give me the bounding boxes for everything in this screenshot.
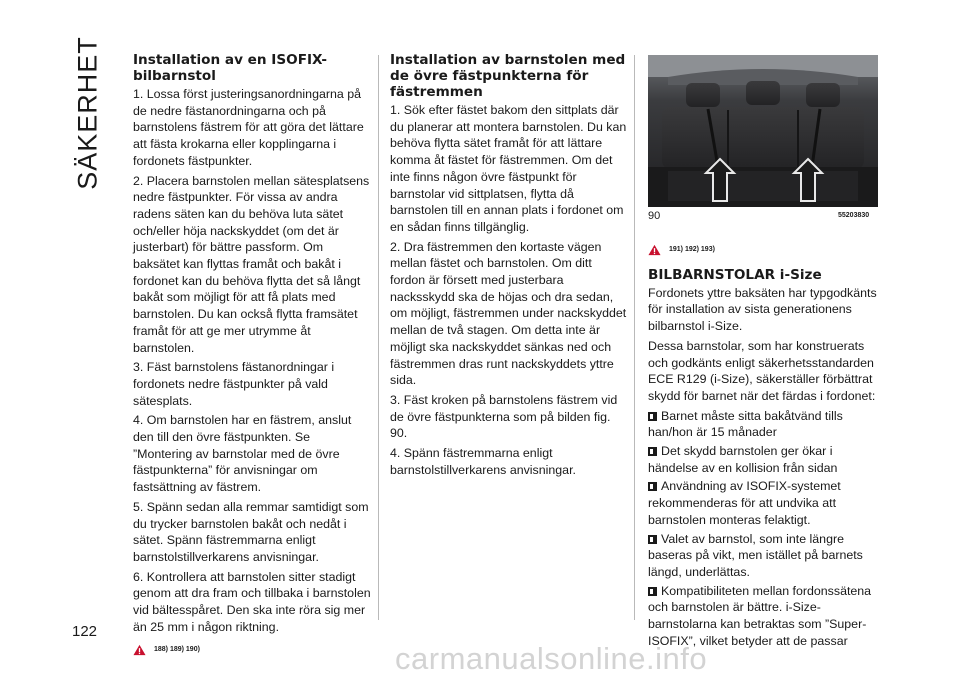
list-item: Barnet måste sitta bakåtvänd tills han/hon är 15 månader: [648, 408, 843, 440]
paragraph: Dessa barnstolar, som har konstruerats och godkänts enligt säkerhetsstandarden ECE R129 (i-Size), säkerställer förbättrat skydd för barnet när det färdas i fordonet:: [648, 338, 876, 403]
bullet-icon: [648, 412, 657, 421]
bullet-icon: [648, 535, 657, 544]
column-divider: [634, 55, 635, 620]
step-3: 3. Fäst barnstolens fästanordningar i fordonets nedre fästpunkter på vald sätesplats.: [133, 360, 335, 408]
section-title: SÄKERHET: [72, 36, 103, 190]
page-number: 122: [72, 623, 98, 640]
bullet-icon: [648, 482, 657, 491]
step-4: 4. Spänn fästremmarna enligt barnstolstillverkarens anvisningar.: [390, 446, 576, 477]
warning-icon: [133, 644, 146, 656]
list-item: Valet av barnstol, som inte längre baseras på vikt, men istället på barnets längd, underlättas.: [648, 531, 863, 579]
warning-references: [648, 242, 880, 259]
warning-refs-text: 188) 189) 190): [154, 645, 200, 653]
step-4: 4. Om barnstolen har en fästrem, anslut den till den övre fästpunkten. Se ”Montering av barnstolar med de övre fästpunkterna” för anvisningar om fastsättning av fästrem.: [133, 413, 352, 495]
step-3: 3. Fäst kroken på barnstolens fästrem vid de övre fästpunkterna som på bilden fig. 90.: [390, 392, 618, 441]
column-divider: [378, 55, 379, 620]
step-5: 5. Spänn sedan alla remmar samtidigt som du trycker barnstolen bakåt och nedåt i sätet. Spänn fästremmarna enligt barnstolstillverkarens anvisningar.: [133, 499, 369, 564]
figure-code: 55203830: [838, 212, 870, 219]
rear-seat-illustration: [648, 55, 878, 207]
step-2: 2. Placera barnstolen mellan sätesplatsens nedre fästpunkter. För vissa av andra radens säten kan du behöva luta sätet och/eller höja nackskyddet (om det är justerbart) för bättre passform. Om baksätet kan flyttas framåt och bakåt i fordonet kan du behöva flytta det så långt bakåt som möjligt för att få plats med barnstolen. Du kan också flytta framsätet framåt för att ge mer utrymme åt barnstolen.: [133, 173, 370, 355]
column-top-tether: [390, 52, 628, 481]
warning-references: [133, 642, 371, 659]
column-isize: [648, 236, 880, 651]
heading-isize: BILBARNSTOLAR i-Size: [648, 266, 822, 283]
figure-photo-rear-seats: [648, 55, 878, 207]
step-6: 6. Kontrollera att barnstolen sitter stadigt genom att dra fram och tillbaka i barnstolen vid bältesspåret. Den ska inte röra sig mer än 25 mm i någon riktning.: [133, 569, 371, 634]
heading-top-tether: Installation av barnstolen med de övre fästpunkterna för fästremmen: [390, 52, 626, 100]
warning-icon: [648, 244, 661, 256]
warning-refs-text: 191) 192) 193): [669, 246, 715, 253]
step-2: 2. Dra fästremmen den kortaste vägen mellan fästet och barnstolen. Om ditt fordon är försett med justerbara nacksskydd ska de höjas och dra sedan, om möjligt, fästremmen under nackskyddet mellan de två stagen. Om detta inte är möjligt ska nackskyddet sänkas ned och fästremmen dras runt nackskyddets yttre sida.: [390, 239, 627, 388]
list-item: Användning av ISOFIX-systemet rekommenderas för att undvika att barnstolen monteras felaktigt.: [648, 479, 841, 527]
step-1: 1. Sök efter fästet bakom den sittplats där du planerar att montera barnstolen. Du kan behöva flytta sätet framåt för att lättare komma åt fästet för fästremmen. Om det inte finns någon övre fästpunkt för barnstolar vid sittplatsen, flytta då barnstolen till en annan plats i fordonet om en sådan finns tillgänglig.: [390, 103, 627, 234]
column-isofix-install: [133, 52, 371, 666]
step-1: 1. Lossa först justeringsanordningarna på de nedre fästanordningarna och på barnstolens fästrem för att göra det lättare att fästa krokarna eller kopplingarna i fordonets fästpunkter.: [133, 87, 364, 168]
list-item: Det skydd barnstolen ger ökar i händelse av en kollision från sidan: [648, 444, 838, 475]
list-item: Kompatibiliteten mellan fordonssätena och barnstolen är bättre. i-Size-barnstolarna kan betraktas som ”Super-ISOFIX”, vilket betyder att de passar: [648, 583, 872, 648]
paragraph: Fordonets yttre baksäten har typgodkänts för installation av sista generationens bilbarnstol i-Size.: [648, 285, 877, 334]
figure-number: 90: [648, 210, 661, 222]
bullet-icon: [648, 587, 657, 596]
bullet-icon: [648, 447, 657, 456]
watermark: carmanualsonline.info: [395, 641, 708, 676]
heading-isofix: Installation av en ISOFIX-bilbarnstol: [133, 52, 328, 84]
